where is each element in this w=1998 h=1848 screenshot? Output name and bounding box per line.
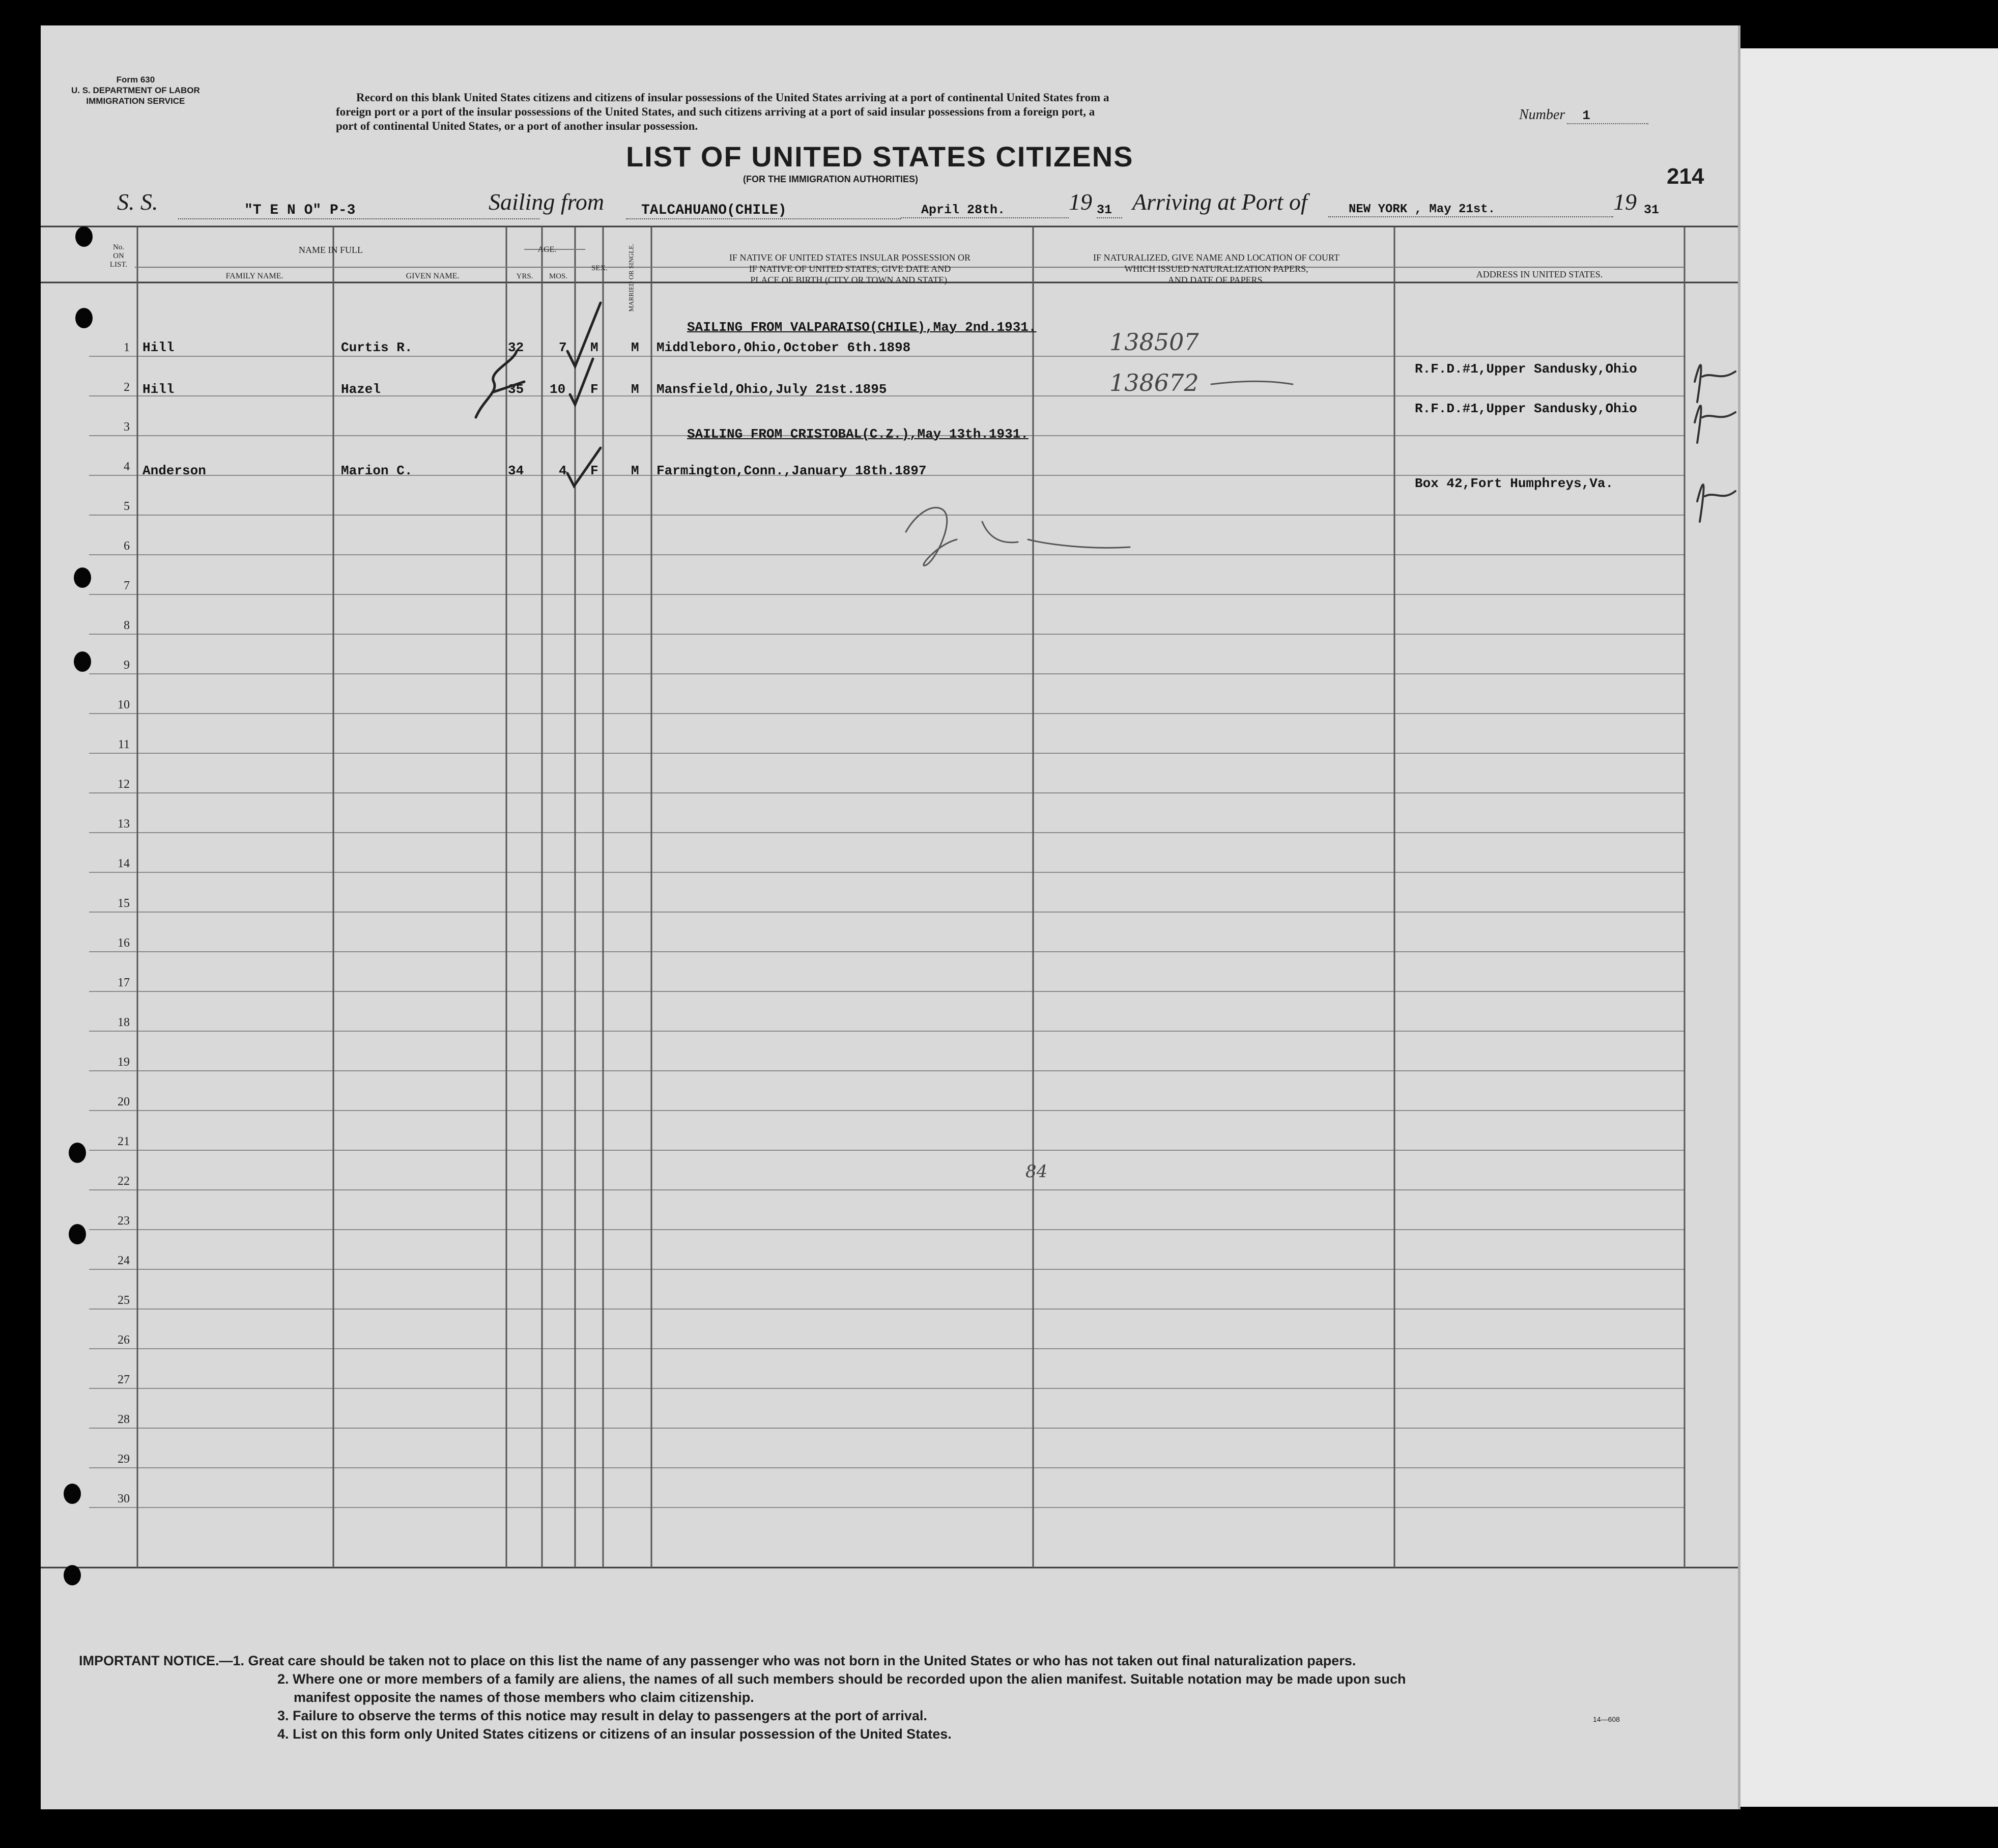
sailing-from-port: TALCAHUANO(CHILE) <box>626 203 901 219</box>
notice-label: IMPORTANT NOTICE. <box>79 1653 219 1668</box>
col-naturalized-line: IF NATURALIZED, GIVE NAME AND LOCATION OF COURT <box>1093 252 1339 263</box>
ship-name: "T E N O" P-3 <box>178 203 539 219</box>
year-prefix: 19 <box>1069 189 1092 215</box>
instruction-line: foreign port or a port of the insular possessions of the United States, and such citizens arriving at a port of said insular possessions from a foreign port, a <box>336 105 1095 118</box>
given-name: Hazel <box>341 382 381 397</box>
important-notice <box>79 1652 1406 1743</box>
row-number: 15 <box>118 897 130 910</box>
pen-stroke <box>1211 381 1293 384</box>
col-married: MARRIED OR SINGLE. <box>627 243 635 312</box>
binding-hole <box>74 567 91 588</box>
row-number: 27 <box>118 1373 130 1386</box>
manifest-sheet <box>41 25 1740 1809</box>
binding-hole <box>64 1484 81 1504</box>
arriving-label: Arriving at Port of <box>1132 189 1307 215</box>
sex: F <box>590 463 598 478</box>
notice-item: 2. Where one or more members of a family are aliens, the names of all such members should be recorded upon the alien manifest. Suitable notation may be made upon such <box>277 1671 1406 1687</box>
section-heading: SAILING FROM VALPARAISO(CHILE),May 2nd.1931. <box>687 320 1037 335</box>
instruction-line: port of continental United States, or a port of another insular possession. <box>336 120 698 132</box>
col-sex: SEX. <box>591 264 608 272</box>
inspector-signature <box>906 507 1130 565</box>
row-number: 13 <box>118 817 130 831</box>
initials-mark <box>476 351 524 417</box>
binding-hole <box>64 1565 81 1585</box>
age-months: 10 <box>550 382 566 397</box>
sailing-date: April 28th. <box>901 203 1069 218</box>
col-name-in-full: NAME IN FULL <box>299 245 363 255</box>
family-name: Anderson <box>142 463 206 478</box>
col-no-line: ON <box>113 252 124 260</box>
col-naturalized-line: AND DATE OF PAPERS. <box>1167 275 1265 285</box>
age-years: 35 <box>508 382 524 397</box>
marital-status: M <box>631 382 639 397</box>
service: IMMIGRATION SERVICE <box>86 96 185 106</box>
row-number: 1 <box>124 341 130 354</box>
check-mark <box>567 448 601 486</box>
col-given-name: GIVEN NAME. <box>406 272 460 280</box>
age-years: 32 <box>508 340 524 355</box>
section-heading: SAILING FROM CRISTOBAL(C.Z.),May 13th.1931. <box>687 427 1029 442</box>
sex: F <box>590 382 598 397</box>
notice-item: 3. Failure to observe the terms of this notice may result in delay to passengers at the port of arrival. <box>277 1708 927 1723</box>
col-mos: MOS. <box>549 272 568 280</box>
notice-item: 4. List on this form only United States citizens or citizens of an insular possession of the United States. <box>277 1726 952 1742</box>
row-number: 12 <box>118 778 130 791</box>
col-naturalized-line: WHICH ISSUED NATURALIZATION PAPERS, <box>1124 264 1308 274</box>
row-number: 25 <box>118 1294 130 1307</box>
ss-label: S. S. <box>117 189 158 215</box>
row-number: 4 <box>124 460 130 473</box>
initials-address-4 <box>1697 485 1735 522</box>
arrival-year: 31 <box>1644 203 1660 217</box>
row-number: 5 <box>124 500 130 513</box>
col-no-line: LIST. <box>109 261 128 269</box>
age-years: 34 <box>508 463 524 478</box>
form-code: 14—608 <box>1593 1715 1620 1723</box>
binding-hole <box>74 651 91 672</box>
col-address: ADDRESS IN UNITED STATES. <box>1476 269 1603 279</box>
row-number: 16 <box>118 936 130 950</box>
col-birth-line: IF NATIVE OF UNITED STATES, GIVE DATE AND <box>749 264 951 274</box>
col-no-line: No. <box>112 243 125 251</box>
row-number: 10 <box>118 698 130 712</box>
address: R.F.D.#1,Upper Sandusky,Ohio <box>1415 361 1637 377</box>
notice-item: —1. Great care should be taken not to place on this list the name of any passenger who was not born in the United States or who has not taken out final naturalization papers. <box>219 1653 1356 1668</box>
notice-item: manifest opposite the names of those members who claim citizenship. <box>294 1690 754 1705</box>
arrival-port: NEW YORK , May 21st. <box>1328 203 1613 217</box>
col-birth-line: IF NATIVE OF UNITED STATES INSULAR POSSESSION OR <box>729 252 971 263</box>
age-months: 4 <box>559 463 567 478</box>
page-subtitle: (FOR THE IMMIGRATION AUTHORITIES) <box>743 174 918 184</box>
underlying-sheet <box>1735 48 1998 1807</box>
family-name: Hill <box>142 382 175 397</box>
row-number: 8 <box>124 619 130 632</box>
binding-hole <box>69 1224 86 1244</box>
row-number: 11 <box>118 738 130 751</box>
birth-place-date: Mansfield,Ohio,July 21st.1895 <box>657 382 887 397</box>
binding-hole <box>75 308 93 328</box>
number-label: Number <box>1519 107 1565 123</box>
instruction-line: Record on this blank United States citizens and citizens of insular possessions of the United States arriving at a port of continental United States from a <box>356 91 1109 104</box>
row-number: 18 <box>118 1016 130 1029</box>
sailing-year: 31 <box>1097 203 1122 218</box>
form-number: Form 630 <box>116 75 155 84</box>
address: R.F.D.#1,Upper Sandusky,Ohio <box>1415 401 1637 416</box>
row-number: 23 <box>118 1214 130 1228</box>
certificate-number: 138507 <box>1109 328 1199 356</box>
col-birth-line: PLACE OF BIRTH (CITY OR TOWN AND STATE). <box>750 275 950 285</box>
col-age: AGE. <box>537 245 557 254</box>
department: U. S. DEPARTMENT OF LABOR <box>71 86 200 95</box>
page-number: 214 <box>1667 164 1704 189</box>
number-value: 1 <box>1567 108 1648 124</box>
sailing-label: Sailing from <box>489 189 605 215</box>
marital-status: M <box>631 463 639 478</box>
row-number: 21 <box>118 1135 130 1148</box>
row-number: 9 <box>124 659 130 672</box>
row-number: 29 <box>118 1453 130 1466</box>
row-number: 20 <box>118 1095 130 1108</box>
age-months: 7 <box>559 340 567 355</box>
sex: M <box>590 340 598 355</box>
row-number: 28 <box>118 1413 130 1426</box>
marital-status: M <box>631 340 639 355</box>
given-name: Curtis R. <box>341 340 413 355</box>
given-name: Marion C. <box>341 463 413 478</box>
row-number: 17 <box>118 976 130 989</box>
row-number: 6 <box>124 539 130 553</box>
page-title: LIST OF UNITED STATES CITIZENS <box>626 140 1134 173</box>
row-number: 3 <box>124 420 130 434</box>
binding-hole <box>69 1143 86 1163</box>
stray-number: 84 <box>1025 1161 1048 1182</box>
row-number: 19 <box>118 1056 130 1069</box>
initials-address-1 <box>1695 365 1735 402</box>
row-number: 30 <box>118 1492 130 1505</box>
birth-place-date: Middleboro,Ohio,October 6th.1898 <box>657 340 911 355</box>
handwritten-marks <box>41 25 1738 636</box>
initials-address-2 <box>1695 406 1735 443</box>
row-number: 14 <box>118 857 130 870</box>
certificate-number: 138672 <box>1109 369 1199 396</box>
row-number: 24 <box>118 1254 130 1267</box>
row-number: 2 <box>124 381 130 394</box>
col-yrs: YRS. <box>516 272 533 280</box>
arrival-year-prefix: 19 <box>1613 189 1637 215</box>
address: Box 42,Fort Humphreys,Va. <box>1415 476 1614 491</box>
check-mark <box>567 303 601 366</box>
binding-hole <box>75 226 93 247</box>
row-number: 7 <box>124 579 130 592</box>
row-number: 22 <box>118 1175 130 1188</box>
row-number: 26 <box>118 1333 130 1347</box>
col-family-name: FAMILY NAME. <box>225 272 283 280</box>
family-name: Hill <box>142 340 175 355</box>
birth-place-date: Farmington,Conn.,January 18th.1897 <box>657 463 927 478</box>
